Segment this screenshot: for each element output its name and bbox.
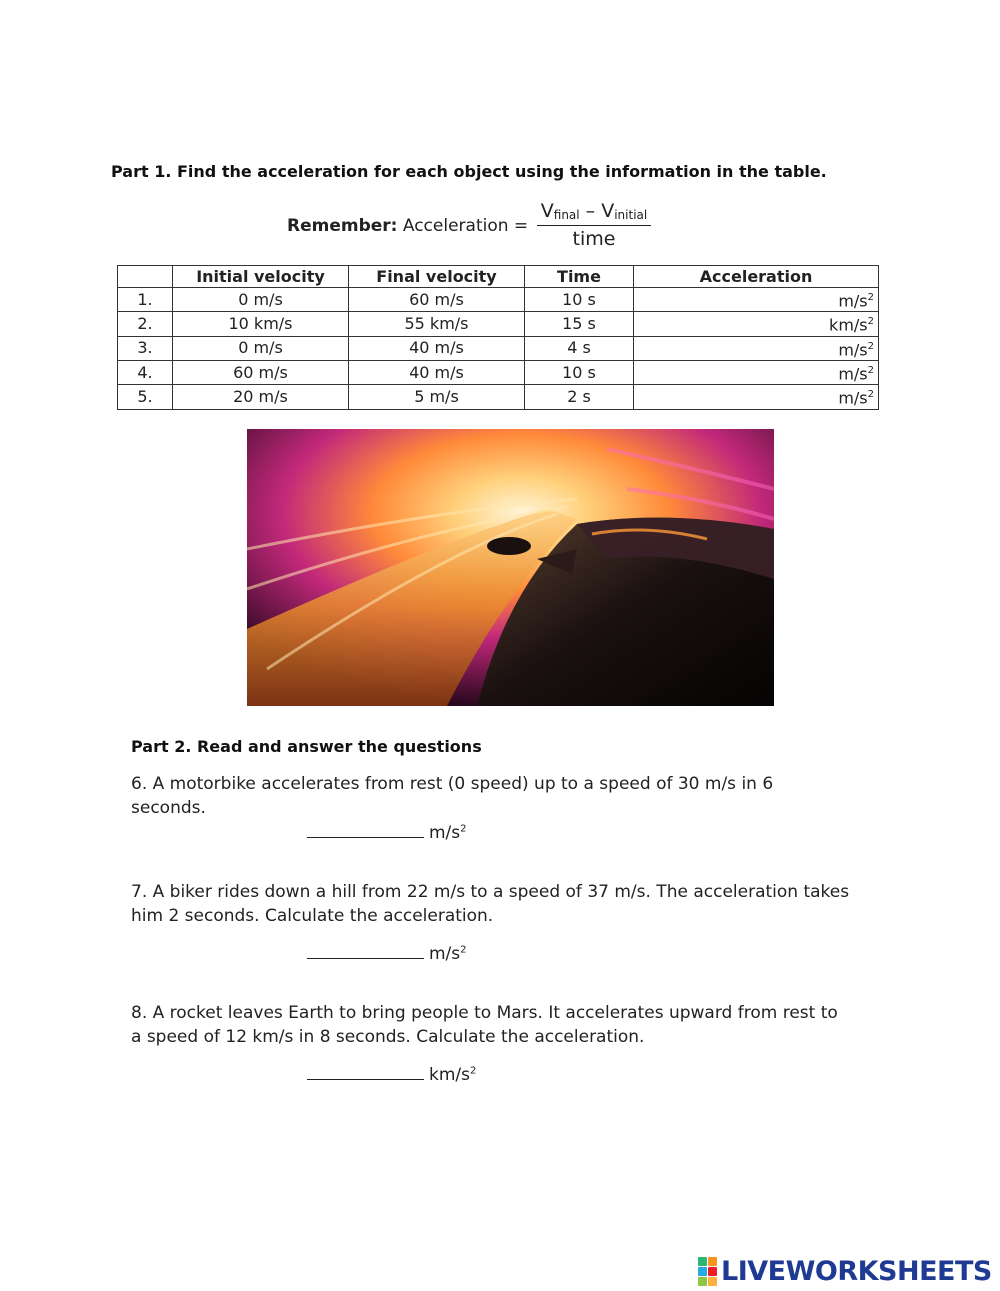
answer-blank[interactable] <box>307 942 424 959</box>
answer-blank[interactable] <box>307 821 424 838</box>
row-number: 1. <box>118 288 173 312</box>
table-row <box>118 385 879 409</box>
formula-reminder <box>287 198 687 258</box>
part2-title: Part 2. Read and answer the questions <box>131 737 482 756</box>
formula-denominator: time <box>572 228 616 250</box>
initial-velocity-cell: 60 m/s <box>173 360 349 384</box>
table-header-row <box>118 266 879 288</box>
row-number: 5. <box>118 385 173 409</box>
initial-velocity-cell: 0 m/s <box>173 336 349 360</box>
table-row <box>118 360 879 384</box>
header-initial-velocity: Initial velocity <box>173 266 349 288</box>
time-cell: 10 s <box>525 288 634 312</box>
acceleration-formula <box>537 198 651 252</box>
header-final-velocity: Final velocity <box>349 266 525 288</box>
row-number: 3. <box>118 336 173 360</box>
question-7: 7. A biker rides down a hill from 22 m/s to a speed of 37 m/s. The acceleration takes him 2 seconds. Calculate the acceleration. <box>131 882 850 926</box>
acceleration-answer-cell[interactable]: $m/s^2$ <box>634 385 879 409</box>
formula-numerator: $V_{final} - V_{initial}$ <box>540 200 648 222</box>
table-row <box>118 336 879 360</box>
row-number: 2. <box>118 312 173 336</box>
answer-blank[interactable] <box>307 1063 424 1080</box>
table-row <box>118 312 879 336</box>
time-cell: 10 s <box>525 360 634 384</box>
acceleration-answer-cell[interactable]: $m/s^2$ <box>634 336 879 360</box>
time-cell: 4 s <box>525 336 634 360</box>
speeding-car-photo <box>247 429 774 706</box>
initial-velocity-cell: 10 km/s <box>173 312 349 336</box>
initial-velocity-cell: 20 m/s <box>173 385 349 409</box>
header-acceleration: Acceleration <box>634 266 879 288</box>
logo-text: LIVEWORKSHEETS <box>721 1255 992 1287</box>
answer-6[interactable]: $m/s^2$ <box>307 821 467 843</box>
answer-8[interactable]: $km/s^2$ <box>307 1063 476 1085</box>
header-time: Time <box>525 266 634 288</box>
time-cell: 2 s <box>525 385 634 409</box>
final-velocity-cell: 60 m/s <box>349 288 525 312</box>
final-velocity-cell: 40 m/s <box>349 336 525 360</box>
acceleration-answer-cell[interactable]: $km/s^2$ <box>634 312 879 336</box>
acceleration-table <box>117 265 879 410</box>
row-number: 4. <box>118 360 173 384</box>
time-cell: 15 s <box>525 312 634 336</box>
logo-blocks-icon <box>698 1257 717 1286</box>
acceleration-answer-cell[interactable]: $m/s^2$ <box>634 360 879 384</box>
final-velocity-cell: 55 km/s <box>349 312 525 336</box>
part1-title: Part 1. Find the acceleration for each object using the information in the table. <box>111 162 827 181</box>
acceleration-answer-cell[interactable]: $m/s^2$ <box>634 288 879 312</box>
initial-velocity-cell: 0 m/s <box>173 288 349 312</box>
table-row <box>118 288 879 312</box>
header-number <box>118 266 173 288</box>
answer-7[interactable]: $m/s^2$ <box>307 942 467 964</box>
remember-text: Remember: Acceleration = <box>287 216 529 236</box>
question-6: 6. A motorbike accelerates from rest (0 speed) up to a speed of 30 m/s in 6 seconds. <box>131 774 774 818</box>
final-velocity-cell: 40 m/s <box>349 360 525 384</box>
question-8: 8. A rocket leaves Earth to bring people to Mars. It accelerates upward from rest to a speed of 12 km/s in 8 seconds. Calculate the acceleration. <box>131 1003 838 1047</box>
liveworksheets-logo <box>698 1256 992 1286</box>
final-velocity-cell: 5 m/s <box>349 385 525 409</box>
